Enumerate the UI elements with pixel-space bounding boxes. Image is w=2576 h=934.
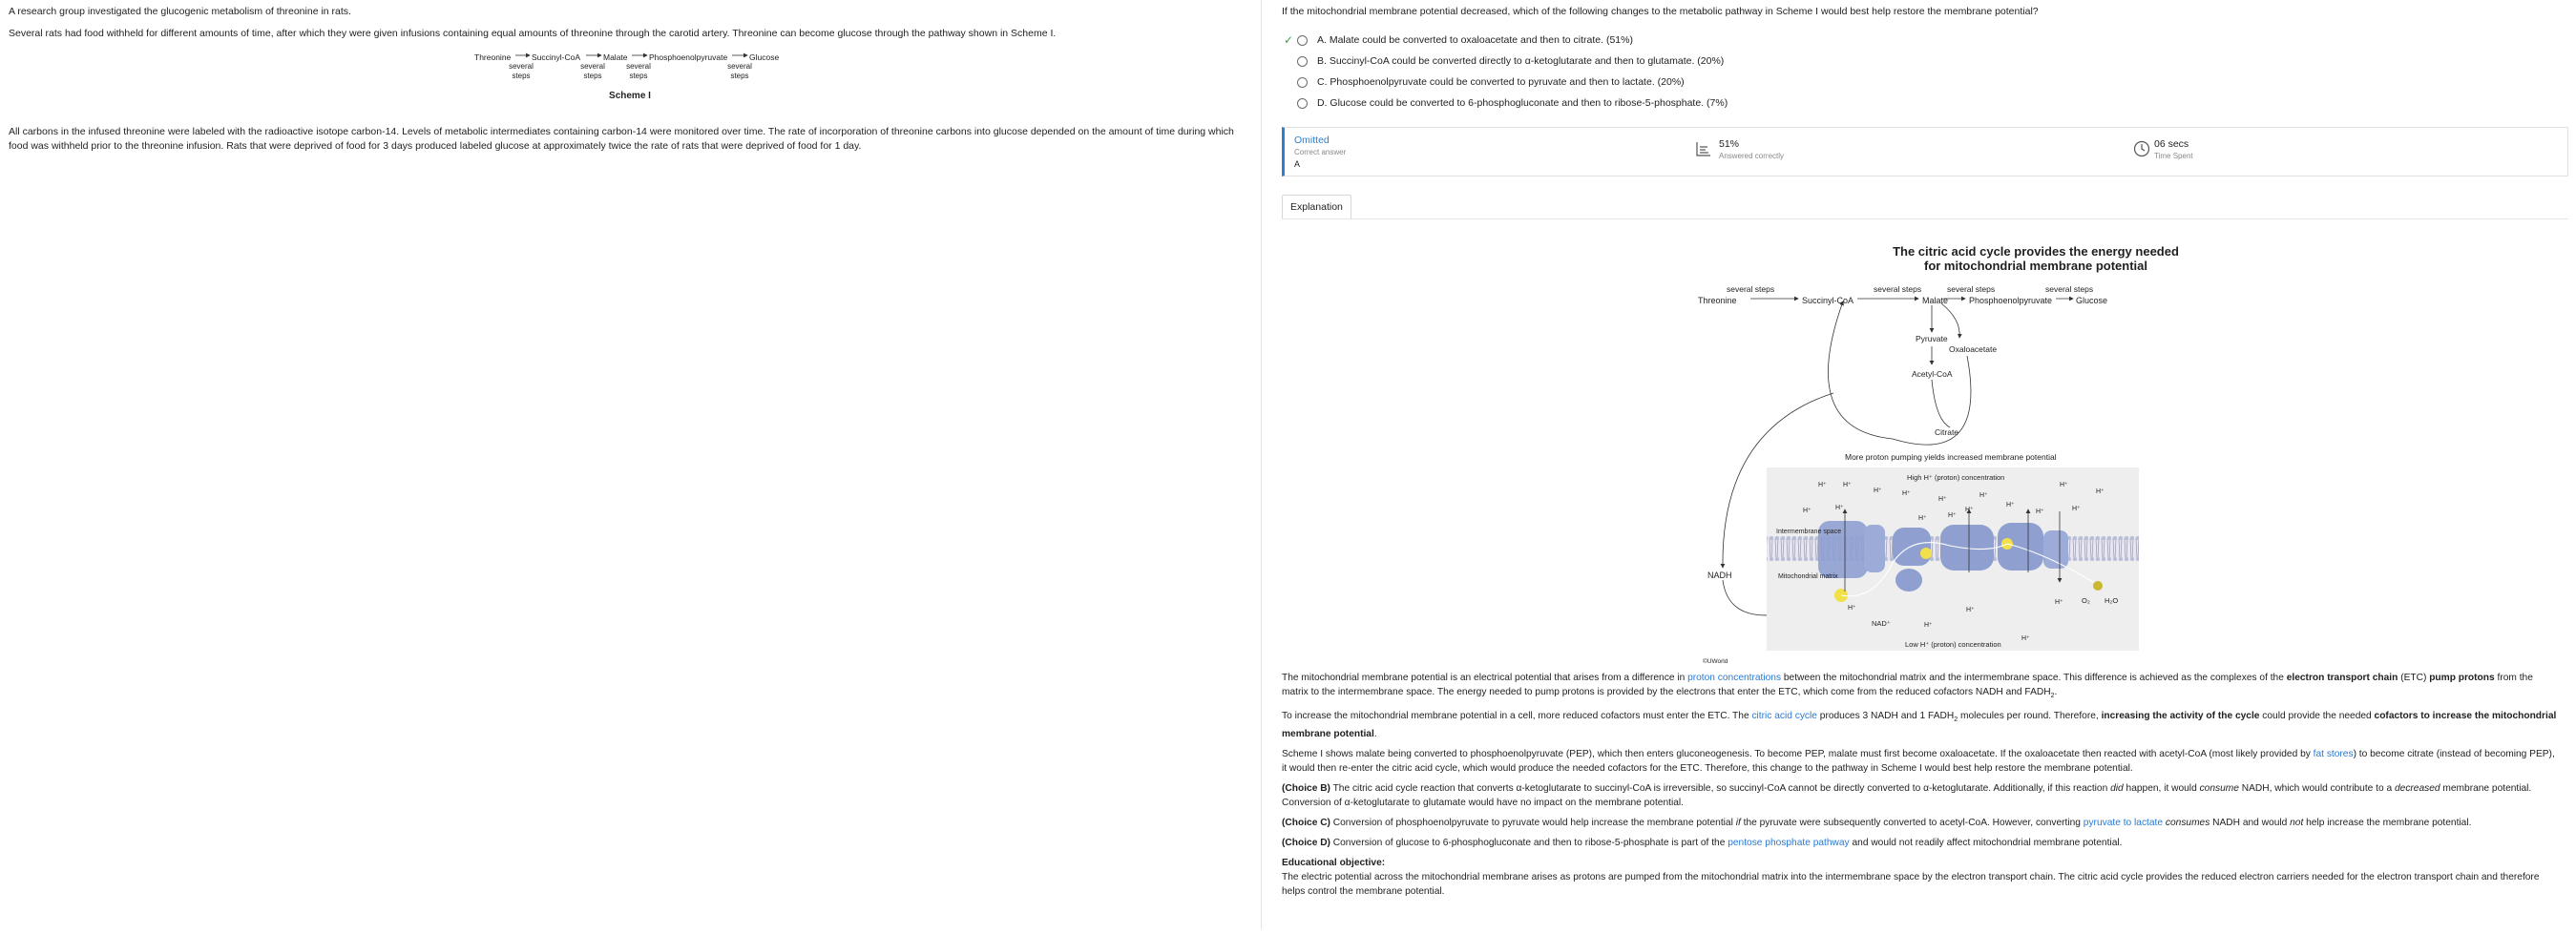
scheme-node-malate: Malate (603, 52, 628, 62)
explanation-paragraph: The mitochondrial membrane potential is an electrical potential that arises from a difference in proton concentrations between the mitochondrial matrix and the intermembrane space. This difference is achieved as the complexes of the electron transport chain (ETC) pump protons from the matrix to the intermembrane space. The energy needed to pump protons is provided by the electrons that enter the ETC, which come from the reduced cofactors NADH and $FADH_2$. (1282, 673, 2533, 700)
proton-label: H⁺ (1848, 605, 1856, 612)
link-fat-stores[interactable]: fat stores (2313, 749, 2354, 760)
proton-label: H⁺ (1948, 512, 1957, 519)
choice-label: B. Succinyl-CoA could be converted directly to α-ketoglutarate and then to glutamate. (20%) (1317, 55, 1725, 67)
diagram-node-glucose: Glucose (2076, 296, 2108, 305)
tab-divider (1282, 218, 2568, 219)
proton-label: H⁺ (1818, 482, 1827, 488)
correct-check-icon: ✓ (1284, 33, 1294, 47)
proton-label: H⁺ (2036, 509, 2044, 515)
proton-label: H⁺ (1966, 607, 1975, 613)
h2o-label: H₂O (2105, 596, 2119, 605)
choice-a[interactable] (1272, 31, 2570, 52)
educational-objective-text: The electric potential across the mitochondrial membrane arises as protons are pumped from the mitochondrial matrix into the intermembrane space by the electron transport chain. The citric acid cycle provides the reduced electron carriers needed for the electron transport chain and therefore helps control the membrane potential. (1282, 872, 2540, 898)
scheme-node-succinyl-coa: Succinyl-CoA (532, 52, 581, 62)
link-citric-acid-cycle[interactable]: citric acid cycle (1751, 711, 1817, 722)
diagram-node-succinyl-coa: Succinyl-CoA (1802, 296, 1854, 305)
proton-label: H⁺ (1843, 482, 1852, 488)
proton-label: H⁺ (1918, 515, 1927, 522)
educational-objective-title: Educational objective: (1282, 858, 1386, 869)
stem-setup: Several rats had food withheld for different amounts of time, after which they were given infusions containing equal amounts of threonine through the carotid artery. Threonine can become glucose through the pathway shown in Scheme I. (9, 28, 1057, 39)
percent-value: 51% (1719, 138, 1740, 150)
radio-button[interactable] (1297, 56, 1308, 67)
proton-label: H⁺ (1874, 488, 1882, 494)
link-pentose-phosphate-pathway[interactable]: pentose phosphate pathway (1728, 838, 1850, 849)
scheme-steps-label: several steps (727, 62, 752, 80)
question-text: If the mitochondrial membrane potential decreased, which of the following changes to the metabolic pathway in Scheme I would best help restore the membrane potential? (1282, 6, 2039, 17)
bar-chart-icon (1695, 140, 1712, 157)
diagram-title-line: The citric acid cycle provides the energy needed (1893, 244, 2179, 259)
diagram-node-pyruvate: Pyruvate (1916, 334, 1948, 343)
diagram-node-acetyl-coa: Acetyl-CoA (1912, 369, 1953, 379)
scheme-steps-label: several steps (509, 62, 534, 80)
proton-label: H⁺ (1979, 492, 1988, 499)
copyright: ©UWorld (1703, 658, 1728, 665)
proton-caption: More proton pumping yields increased membrane potential (1845, 452, 2057, 462)
scheme-node-glucose: Glucose (749, 52, 780, 62)
proton-label: H⁺ (2096, 488, 2105, 495)
choice-label: D. Glucose could be converted to 6-phosphogluconate and then to ribose-5-phosphate. (7%) (1317, 97, 1728, 109)
choice-b[interactable] (1272, 52, 2570, 73)
proton-label: H⁺ (1803, 508, 1812, 514)
high-proton-label: High H⁺ (proton) concentration (1907, 473, 2005, 482)
low-proton-label: Low H⁺ (proton) concentration (1905, 640, 2001, 649)
diagram-node-citrate: Citrate (1935, 427, 1959, 437)
matrix-label: Mitochondrial matrix (1778, 573, 1838, 580)
diagram-node-malate: Malate (1922, 296, 1949, 305)
diagram-steps-label: several steps (2045, 284, 2094, 294)
intermembrane-label: Intermembrane space (1776, 529, 1842, 535)
choice-c[interactable] (1272, 73, 2570, 93)
diagram-node-threonine: Threonine (1698, 296, 1737, 305)
time-caption: Time Spent (2154, 152, 2193, 160)
o2-label: O₂ (2082, 596, 2090, 605)
explanation-paragraph: Scheme I shows malate being converted to phosphoenolpyruvate (PEP), which then enters gluconeogenesis. To become PEP, malate must first become oxaloacetate. If the oxaloacetate then reacted with acetyl-CoA (most likely provided by fat stores) to become citrate (instead of becoming PEP), it would then re-enter the citric acid cycle, which would produce the needed cofactors for the ETC. Therefore, this change to the pathway in Scheme I would best help restore the membrane potential. (1282, 749, 2555, 775)
explanation-diagram (1282, 239, 2568, 663)
proton-label: H⁺ (2060, 482, 2068, 488)
choice-c-explanation: (Choice C) Conversion of phosphoenolpyruvate to pyruvate would help increase the membrane potential if the pyruvate were subsequently converted to acetyl-CoA. However, converting pyruvate to lactate consumes NADH and would not help increase the membrane potential. (1282, 818, 2472, 829)
proton-label: H⁺ (1835, 505, 1844, 511)
proton-label: H⁺ (2055, 599, 2063, 606)
scheme-steps-label: several steps (580, 62, 605, 80)
diagram-node-oxaloacetate: Oxaloacetate (1949, 344, 1998, 354)
radio-button[interactable] (1297, 98, 1308, 109)
clock-icon (2133, 140, 2150, 157)
time-value: 06 secs (2154, 138, 2189, 150)
radio-button[interactable] (1297, 77, 1308, 88)
diagram-node-phosphoenolpyruvate: Phosphoenolpyruvate (1969, 296, 2053, 305)
nad-label: NAD⁺ (1872, 619, 1891, 628)
scheme-node-threonine: Threonine (474, 52, 512, 62)
status-label: Omitted (1294, 135, 1330, 146)
diagram-steps-label: several steps (1947, 284, 1996, 294)
radio-button[interactable] (1297, 35, 1308, 46)
proton-label: H⁺ (2072, 506, 2081, 512)
result-stats-bar (1282, 127, 2568, 176)
link-proton-concentrations[interactable]: proton concentrations (1687, 673, 1782, 683)
explanation-paragraph: To increase the mitochondrial membrane potential in a cell, more reduced cofactors must enter the ETC. The citric acid cycle produces 3 NADH and 1 $FADH_2$ molecules per round. Therefore, increasing the activity of the cycle could provide the needed cofactors to increase the mitochondrial membrane potential. (1282, 711, 2557, 740)
proton-label: H⁺ (1938, 496, 1947, 503)
explanation-text (1282, 671, 2561, 899)
choice-d-explanation: (Choice D) Conversion of glucose to 6-phosphogluconate and then to ribose-5-phosphate is part of the pentose phosphate pathway and would not readily affect mitochondrial membrane potential. (1282, 838, 2123, 849)
choice-label: C. Phosphoenolpyruvate could be converted to pyruvate and then to lactate. (20%) (1317, 76, 1685, 88)
proton-label: H⁺ (2021, 635, 2030, 642)
time-spent (2154, 137, 2193, 160)
diagram-node-nadh: NADH (1707, 571, 1732, 580)
scheme-caption: Scheme I (609, 91, 651, 101)
stem-results: All carbons in the infused threonine were labeled with the radioactive isotope carbon-14. Levels of metabolic intermediates containing carbon-14 were monitored over time. The rate of incorporation of threonine carbons into glucose depended on the amount of time during which food was withheld prior to the threonine infusion. Rats that were deprived of food for 3 days produced labeled glucose at approximately twice the rate of rats that were deprived of food for 1 day. (9, 126, 1234, 152)
percent-correct (1719, 137, 1784, 160)
choice-b-explanation: (Choice B) The citric acid cycle reaction that converts α-ketoglutarate to succinyl-CoA is irreversible, so succinyl-CoA cannot be directly converted to α-ketoglutarate. Additionally, if this reaction did happen, it would consume NADH, which would contribute to a decreased membrane potential. Conversion of α-ketoglutarate to glutamate would have no impact on the membrane potential. (1282, 783, 2532, 809)
correct-answer-value: A (1294, 159, 1301, 169)
tab-bar (1282, 195, 1351, 219)
question-stem-panel (0, 0, 1262, 929)
diagram-title-line: for mitochondrial membrane potential (1923, 259, 2148, 273)
choice-label: A. Malate could be converted to oxaloacetate and then to citrate. (51%) (1317, 34, 1633, 46)
diagram-steps-label: several steps (1727, 284, 1775, 294)
scheme-steps-label: several steps (626, 62, 651, 80)
link-pyruvate-to-lactate[interactable]: pyruvate to lactate (2083, 818, 2164, 829)
proton-label: H⁺ (1902, 490, 1911, 497)
answer-panel (1272, 0, 2570, 934)
choice-d[interactable] (1272, 93, 2570, 114)
scheme-1-diagram (0, 49, 1262, 125)
scheme-node-phosphoenolpyruvate: Phosphoenolpyruvate (649, 52, 728, 62)
diagram-steps-label: several steps (1874, 284, 1922, 294)
answer-status (1294, 134, 1346, 172)
answer-choices (1272, 31, 2570, 114)
correct-answer-caption: Correct answer (1294, 148, 1347, 156)
proton-label: H⁺ (2006, 502, 2015, 509)
proton-label: H⁺ (1924, 622, 1933, 629)
tab-explanation[interactable]: Explanation (1282, 195, 1351, 219)
proton-label: H⁺ (1965, 507, 1974, 513)
stem-intro: A research group investigated the glucogenic metabolism of threonine in rats. (9, 6, 351, 17)
percent-caption: Answered correctly (1719, 152, 1785, 160)
